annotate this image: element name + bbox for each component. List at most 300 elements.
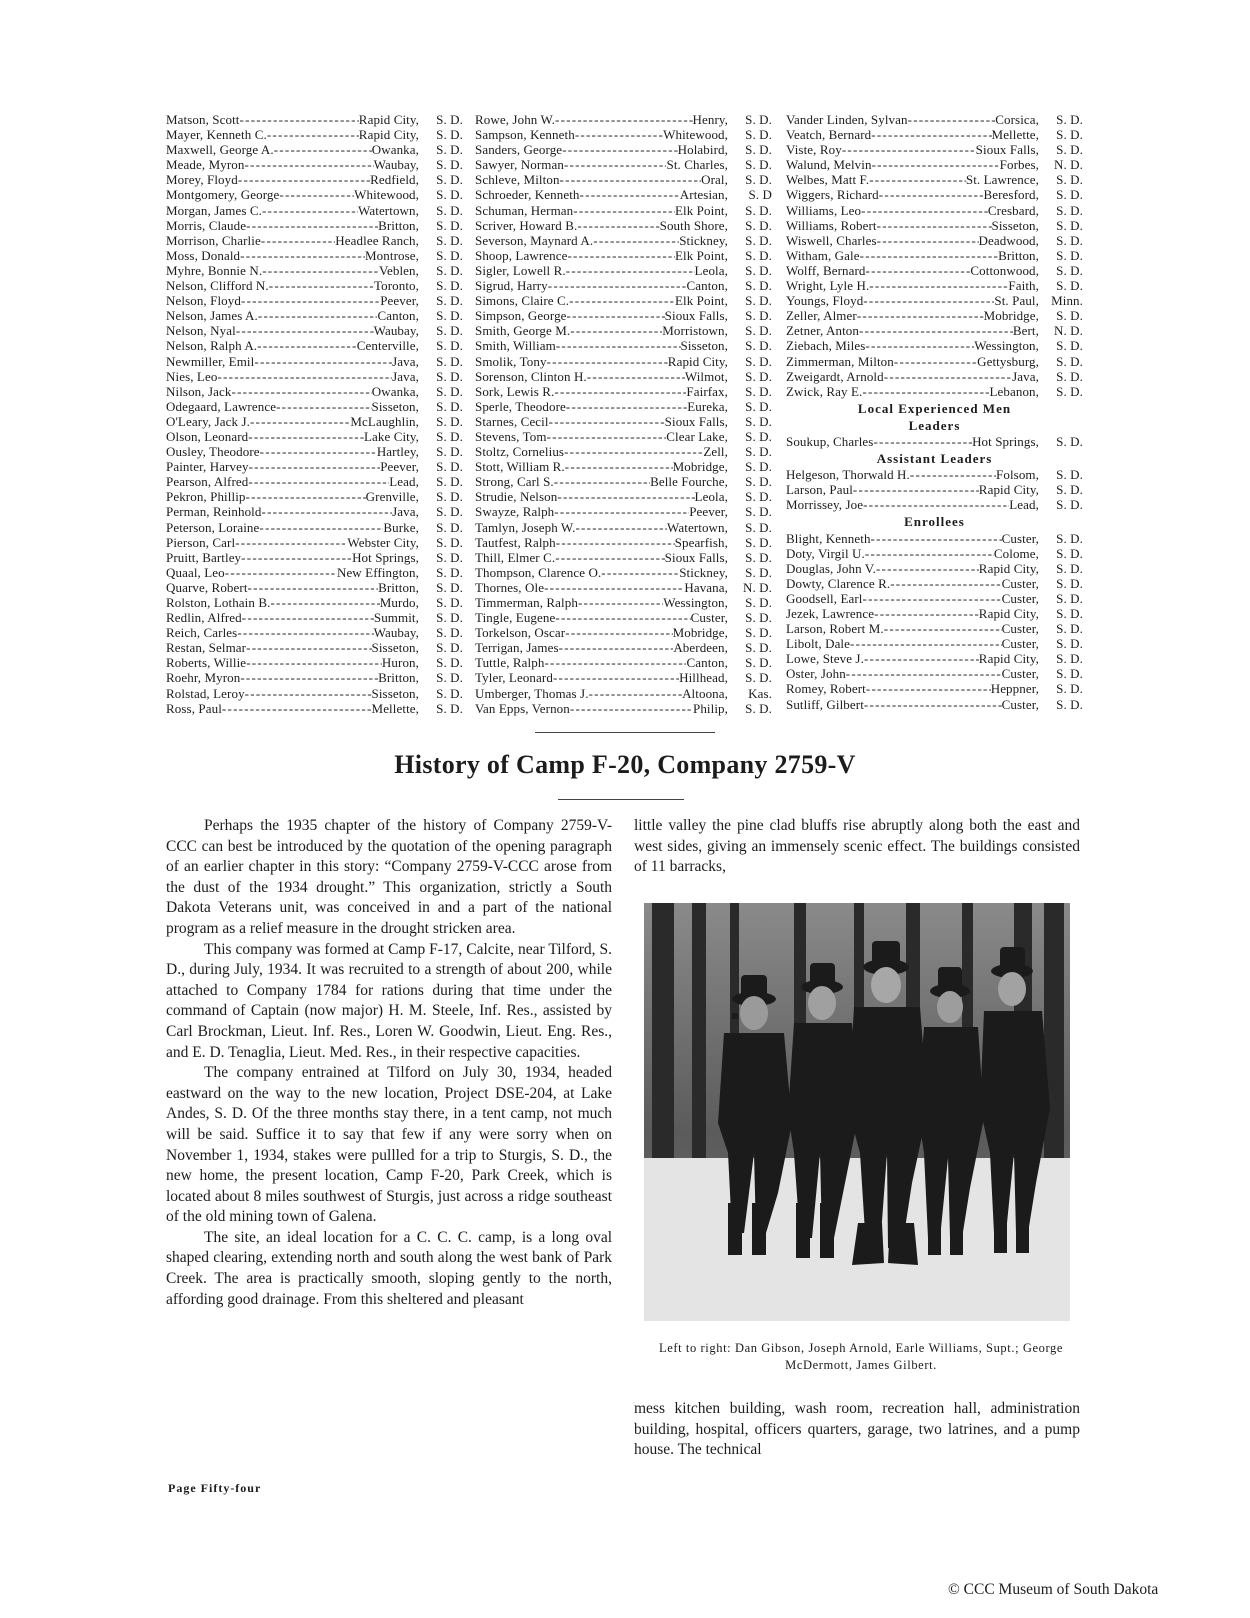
member-name: Quarve, Robert xyxy=(166,579,248,595)
article-right-column-top xyxy=(634,816,1080,878)
leader-dots xyxy=(241,293,380,308)
leader-dots xyxy=(564,157,667,172)
roster-entry xyxy=(166,127,463,142)
leader-dots xyxy=(248,580,379,595)
member-name: Dowty, Clarence R. xyxy=(786,575,891,591)
roster-entry xyxy=(475,474,772,489)
member-name: Zimmerman, Milton xyxy=(786,353,894,369)
article-title: History of Camp F-20, Company 2759-V xyxy=(394,750,856,779)
roster-entry xyxy=(166,414,463,429)
member-town: Custer, xyxy=(1001,590,1039,606)
member-town: Morristown, xyxy=(662,323,728,339)
leader-dots xyxy=(575,520,667,535)
member-name: Severson, Maynard A. xyxy=(475,232,594,248)
member-state: S. D. xyxy=(436,625,463,641)
roster-entry xyxy=(166,535,463,550)
member-state: S. D. xyxy=(1056,467,1083,483)
roster-entry xyxy=(166,565,463,580)
leader-dots xyxy=(238,172,370,187)
member-town: Mobridge, xyxy=(672,625,728,641)
leader-dots xyxy=(276,399,371,414)
leader-dots xyxy=(262,203,358,218)
leader-dots xyxy=(245,686,372,701)
member-name: Sigler, Lowell R. xyxy=(475,262,566,278)
roster-entry xyxy=(475,610,772,625)
member-town: Lead, xyxy=(389,474,419,490)
member-town: Colome, xyxy=(993,545,1039,561)
member-state: S. D. xyxy=(1056,606,1083,621)
member-state: S. D. xyxy=(745,293,772,309)
roster-entry xyxy=(166,308,463,323)
roster-entry xyxy=(475,399,772,414)
member-town: Waubay, xyxy=(373,157,419,173)
leader-dots xyxy=(254,354,392,369)
member-state: S. D. xyxy=(1056,482,1083,498)
member-state: S. D. xyxy=(436,293,463,309)
roster-entry xyxy=(166,142,463,157)
leader-dots xyxy=(865,338,974,353)
roster-entry xyxy=(166,399,463,414)
member-name: Sanders, George xyxy=(475,142,563,158)
roster-entry xyxy=(786,576,1083,591)
member-town: Elk Point, xyxy=(674,293,728,309)
leader-dots xyxy=(240,670,378,685)
member-town: Rapid City, xyxy=(667,353,728,369)
leader-dots xyxy=(231,384,371,399)
leader-dots xyxy=(261,504,392,519)
roster-entry xyxy=(475,504,772,519)
roster-entry xyxy=(475,520,772,535)
member-state: S. D. xyxy=(436,549,463,565)
member-name: Lowe, Steve J. xyxy=(786,651,864,667)
member-name: Strong, Carl S. xyxy=(475,474,554,490)
roster-entry xyxy=(475,338,772,353)
roster-entry xyxy=(475,625,772,640)
member-state: S. D. xyxy=(436,504,463,520)
member-name: Maxwell, George A. xyxy=(166,142,274,158)
member-name: Swayze, Ralph xyxy=(475,504,555,520)
member-state: S. D. xyxy=(1056,353,1083,369)
member-state: S. D. xyxy=(436,564,463,580)
roster-entry xyxy=(475,701,772,716)
member-state: S. D. xyxy=(745,232,772,248)
roster-entry xyxy=(786,112,1083,127)
title-rule-top xyxy=(535,732,715,733)
member-name: Larson, Robert M. xyxy=(786,621,884,637)
member-state: N. D. xyxy=(1053,323,1083,339)
member-state: S. D. xyxy=(745,640,772,656)
copyright-notice: © CCC Museum of South Dakota xyxy=(948,1581,1159,1598)
member-town: Montrose, xyxy=(365,247,419,263)
leader-dots xyxy=(244,157,373,172)
article-paragraph: Perhaps the 1935 chapter of the history of Company 2759-V-CCC can best be introduced by the quotation of the opening paragraph of an earlier chapter in this story: “Company 2759-V-CCC arose from the dust of the 1934 drought.” This organization, strictly a South Dakota Veterans unit, was conceived in and a part of the national program as a relief measure in the drought stricken area. xyxy=(166,817,612,937)
leader-dots xyxy=(269,278,374,293)
member-town: Elk Point, xyxy=(674,247,728,263)
member-name: Rolston, Lothain B. xyxy=(166,595,271,610)
page-number: Page Fifty-four xyxy=(168,1481,262,1495)
member-name: Umberger, Thomas J. xyxy=(475,685,589,701)
member-town: Henry, xyxy=(692,112,728,127)
leader-dots xyxy=(554,474,650,489)
member-state: S. D. xyxy=(745,353,772,369)
member-town: Gettysburg, xyxy=(977,353,1039,369)
member-town: Britton, xyxy=(998,247,1039,263)
member-name: Morris, Claude xyxy=(166,217,247,233)
leader-dots xyxy=(217,369,392,384)
member-name: Nelson, Nyal xyxy=(166,323,236,339)
member-state: S. D. xyxy=(436,428,463,444)
member-state: S. D. xyxy=(1056,497,1083,513)
roster-entry xyxy=(786,666,1083,681)
roster-entry xyxy=(475,565,772,580)
member-town: Custer, xyxy=(1001,621,1039,637)
roster-entry xyxy=(166,504,463,519)
member-town: Belle Fourche, xyxy=(650,474,728,490)
roster-entry xyxy=(786,293,1083,308)
member-name: Wiggers, Richard xyxy=(786,187,879,203)
leader-dots xyxy=(865,546,994,561)
article-paragraph: mess kitchen building, wash room, recreation hall, administration building, hospital, officers quarters, garage, two latrines, and a pump house. The technical xyxy=(634,1400,1080,1459)
member-state: S. D. xyxy=(1056,308,1083,324)
member-state: S. D. xyxy=(436,187,463,203)
roster-entry xyxy=(166,338,463,353)
member-state: S. D. xyxy=(1056,187,1083,203)
member-name: Romey, Robert xyxy=(786,681,866,697)
roster-column-1 xyxy=(166,112,463,716)
member-name: Veatch, Bernard xyxy=(786,127,872,143)
member-town: Huron, xyxy=(381,655,419,671)
member-state: Kas. xyxy=(748,685,772,701)
member-name: Schuman, Herman xyxy=(475,202,574,218)
leader-dots xyxy=(866,681,991,696)
member-town: Owanka, xyxy=(371,383,419,399)
roster-entry xyxy=(786,591,1083,606)
member-state: S. D. xyxy=(1056,142,1083,158)
roster-column-3 xyxy=(786,112,1083,712)
member-town: Holabird, xyxy=(677,142,728,158)
roster-entry xyxy=(786,651,1083,666)
member-name: Pekron, Phillip xyxy=(166,489,246,505)
member-name: Pearson, Alfred xyxy=(166,474,249,490)
member-name: Redlin, Alfred xyxy=(166,610,242,626)
member-state: S. D. xyxy=(745,127,772,143)
local-men-heading: Local Experienced Men xyxy=(857,400,1012,416)
member-state: S. D. xyxy=(1056,696,1083,712)
leader-dots xyxy=(259,520,383,535)
member-town: Eureka, xyxy=(687,398,728,414)
leader-dots xyxy=(587,369,685,384)
member-state: S. D. xyxy=(1056,368,1083,384)
roster-entry xyxy=(166,187,463,202)
member-state: Minn. xyxy=(1051,293,1083,309)
member-state: S. D. xyxy=(1056,575,1083,591)
member-name: Libolt, Dale xyxy=(786,636,851,652)
roster-entry xyxy=(166,580,463,595)
leader-dots xyxy=(258,308,378,323)
member-town: Watertown, xyxy=(667,519,728,535)
member-state: S. D. xyxy=(1056,590,1083,606)
member-town: Sisseton, xyxy=(371,640,419,656)
roster-entry xyxy=(166,640,463,655)
member-state: S. D. xyxy=(1056,172,1083,188)
roster-entry xyxy=(475,218,772,233)
member-state: S. D. xyxy=(745,323,772,339)
member-name: Morrissey, Joe xyxy=(786,497,864,513)
leader-dots xyxy=(871,127,991,142)
leader-dots xyxy=(842,142,976,157)
member-name: Tautfest, Ralph xyxy=(475,534,556,550)
leader-dots xyxy=(860,248,999,263)
roster-entry xyxy=(786,606,1083,621)
member-town: Sisseton, xyxy=(680,338,728,354)
member-state: N. D. xyxy=(1053,157,1083,173)
member-name: Starnes, Cecil xyxy=(475,413,549,429)
member-name: Ziebach, Miles xyxy=(786,338,866,354)
leader-dots xyxy=(877,233,979,248)
leader-dots xyxy=(549,414,665,429)
member-name: Tuttle, Ralph xyxy=(475,655,545,671)
roster-entry xyxy=(166,323,463,338)
member-state: S. D. xyxy=(436,353,463,369)
roster-entry xyxy=(475,142,772,157)
leader-dots xyxy=(544,580,684,595)
roster-entry xyxy=(475,293,772,308)
member-town: Britton, xyxy=(378,670,419,686)
member-town: Grenville, xyxy=(365,489,419,505)
member-town: Owanka, xyxy=(371,142,419,158)
leader-dots xyxy=(863,497,1009,512)
roster-entry xyxy=(166,233,463,248)
member-state: S. D. xyxy=(1056,530,1083,546)
roster-entry xyxy=(475,595,772,610)
member-state: S. D. xyxy=(745,549,772,565)
member-state: S. D. xyxy=(436,640,463,656)
leader-dots xyxy=(270,595,379,610)
roster-entry xyxy=(786,233,1083,248)
leader-dots xyxy=(884,621,1002,636)
member-state: S. D. xyxy=(436,610,463,626)
member-state: S. D. xyxy=(436,323,463,339)
member-state: S. D. xyxy=(1056,202,1083,218)
member-state: S. D. xyxy=(1056,681,1083,697)
member-town: Java, xyxy=(1012,368,1039,384)
member-town: Leola, xyxy=(694,489,728,505)
roster-entry xyxy=(786,218,1083,233)
member-name: Williams, Robert xyxy=(786,217,877,233)
member-town: Sisseton, xyxy=(371,685,419,701)
leader-dots xyxy=(879,187,984,202)
member-town: Wilmot, xyxy=(684,368,728,384)
member-town: Rapid City, xyxy=(978,606,1039,621)
leader-dots xyxy=(248,474,389,489)
member-state: S. D. xyxy=(1056,636,1083,652)
member-name: Nelson, James A. xyxy=(166,308,258,324)
member-town: Burke, xyxy=(383,519,419,535)
member-town: Sisseton, xyxy=(371,398,419,414)
leader-dots xyxy=(601,565,679,580)
member-name: Zwick, Ray E. xyxy=(786,383,863,399)
roster-entry xyxy=(786,697,1083,712)
member-town: Mobridge, xyxy=(983,308,1039,324)
member-town: Rapid City, xyxy=(978,482,1039,498)
roster-entry xyxy=(166,550,463,565)
leader-dots xyxy=(257,338,357,353)
member-state: S. D. xyxy=(745,670,772,686)
member-name: Torkelson, Oscar xyxy=(475,625,566,641)
leader-dots xyxy=(241,550,352,565)
member-town: Heppner, xyxy=(990,681,1039,697)
member-name: Sawyer, Norman xyxy=(475,157,564,173)
leader-dots xyxy=(555,610,690,625)
member-town: Waubay, xyxy=(373,323,419,339)
member-name: Nelson, Clifford N. xyxy=(166,278,269,294)
member-name: Smith, William xyxy=(475,338,556,354)
member-state: S. D. xyxy=(745,157,772,173)
roster-entry xyxy=(475,369,772,384)
member-name: Goodsell, Earl xyxy=(786,590,863,606)
leader-dots xyxy=(248,429,364,444)
leader-dots xyxy=(861,203,988,218)
member-state: S. D. xyxy=(745,474,772,490)
roster-entry xyxy=(786,681,1083,696)
member-town: Deadwood, xyxy=(978,232,1039,248)
leader-dots xyxy=(246,640,371,655)
member-name: Thill, Elmer C. xyxy=(475,549,556,565)
member-state: S. D. xyxy=(1056,278,1083,294)
member-name: Odegaard, Lawrence xyxy=(166,398,277,414)
roster-entry xyxy=(166,172,463,187)
roster-entry xyxy=(166,701,463,716)
member-town: Hot Springs, xyxy=(972,433,1039,449)
member-town: Havana, xyxy=(684,579,728,595)
roster-entry xyxy=(166,218,463,233)
roster-entry xyxy=(166,278,463,293)
member-name: Rowe, John W. xyxy=(475,112,556,127)
group-photo-image xyxy=(644,903,1070,1321)
member-name: Sutliff, Gilbert xyxy=(786,696,864,712)
member-town: Spearfish, xyxy=(674,534,728,550)
member-name: Morgan, James C. xyxy=(166,202,262,218)
member-town: Java, xyxy=(392,504,419,520)
roster-entry xyxy=(166,203,463,218)
leader-dots xyxy=(557,489,694,504)
member-name: Schleve, Milton xyxy=(475,172,560,188)
member-state: S. D. xyxy=(436,262,463,278)
member-town: Cottonwood, xyxy=(970,262,1039,278)
member-state: S. D. xyxy=(745,489,772,505)
leader-dots xyxy=(547,429,667,444)
member-name: Myhre, Bonnie N. xyxy=(166,262,263,278)
roster-entry xyxy=(166,293,463,308)
roster-entry xyxy=(786,497,1083,512)
leader-dots xyxy=(869,172,966,187)
roster-entry xyxy=(166,384,463,399)
roster-entry xyxy=(786,621,1083,636)
leader-dots xyxy=(236,323,374,338)
member-state: S. D. xyxy=(745,398,772,414)
member-town: Custer, xyxy=(1001,696,1039,712)
leader-dots xyxy=(908,112,996,127)
member-name: Zeller, Almer xyxy=(786,308,857,324)
member-town: Leola, xyxy=(694,262,728,278)
roster-entry xyxy=(786,127,1083,142)
leader-dots xyxy=(261,233,335,248)
member-state: S. D. xyxy=(745,444,772,460)
roster-entry xyxy=(786,636,1083,651)
member-state: S. D. xyxy=(436,413,463,429)
member-state: S. D. xyxy=(436,685,463,701)
member-name: Sperle, Theodore xyxy=(475,398,566,414)
article-left-column xyxy=(166,816,612,1310)
member-town: Canton, xyxy=(686,655,728,671)
leader-dots xyxy=(249,459,381,474)
member-town: Fairfax, xyxy=(686,383,728,399)
leader-dots xyxy=(566,263,695,278)
leader-dots xyxy=(863,293,994,308)
roster-entry xyxy=(166,625,463,640)
member-state: S. D. xyxy=(436,232,463,248)
member-name: Nelson, Ralph A. xyxy=(166,338,258,354)
member-town: Hartley, xyxy=(376,444,419,460)
enrollees-heading: Enrollees xyxy=(904,514,965,530)
member-name: Painter, Harvey xyxy=(166,459,249,475)
member-state: S. D. xyxy=(436,459,463,475)
roster-entry xyxy=(475,686,772,701)
member-town: Peever, xyxy=(380,293,419,309)
member-name: Mayer, Kenneth C. xyxy=(166,127,267,143)
roster-entry xyxy=(786,203,1083,218)
member-state: S. D. xyxy=(745,519,772,535)
leader-dots xyxy=(222,701,372,716)
member-state: S. D. xyxy=(1056,621,1083,637)
roster-entry xyxy=(166,489,463,504)
leader-dots xyxy=(577,218,659,233)
member-town: Custer, xyxy=(1001,666,1039,682)
roster-entry xyxy=(166,610,463,625)
article-paragraph: This company was formed at Camp F-17, Calcite, near Tilford, S. D., during July, 1934. It was recruited to a strength of about 200, while attached to Company 1784 for rations during that time under the command of Captain (now major) H. M. Steele, Inf. Res., assisted by Carl Brockman, Lieut. Inf. Res., Loren W. Goodwin, Lieut. Eng. Res., and E. D. Tenaglia, Lieut. Med. Res., in their respective capacities. xyxy=(166,940,612,1061)
member-state: S. D. xyxy=(1056,383,1083,399)
leader-dots xyxy=(556,338,681,353)
leader-dots xyxy=(853,482,979,497)
member-town: Redfield, xyxy=(370,172,419,188)
member-state: S. D. xyxy=(745,610,772,626)
member-name: Moss, Donald xyxy=(166,247,241,263)
roster-entry xyxy=(166,157,463,172)
roster-entry xyxy=(475,459,772,474)
member-town: St. Lawrence, xyxy=(965,172,1039,188)
member-state: S. D. xyxy=(745,278,772,294)
member-town: Britton, xyxy=(378,217,419,233)
member-town: Mellette, xyxy=(991,127,1039,143)
member-town: Lead, xyxy=(1009,497,1039,513)
member-state: S. D. xyxy=(436,247,463,263)
roster-entry xyxy=(475,248,772,263)
member-state: S. D. xyxy=(1056,545,1083,561)
member-state: S. D. xyxy=(436,534,463,550)
leader-dots xyxy=(565,459,673,474)
member-name: Wiswell, Charles xyxy=(786,232,877,248)
member-name: Blight, Kenneth xyxy=(786,530,871,546)
member-town: Britton, xyxy=(378,579,419,595)
member-name: Strudie, Nelson xyxy=(475,489,558,505)
member-state: S. D. xyxy=(745,700,772,716)
member-name: Van Epps, Vernon xyxy=(475,700,570,716)
member-town: Canton, xyxy=(377,308,419,324)
leader-dots xyxy=(877,218,992,233)
member-state: S. D. xyxy=(436,383,463,399)
member-state: S. D. xyxy=(1056,560,1083,576)
member-state: S. D. xyxy=(436,172,463,188)
